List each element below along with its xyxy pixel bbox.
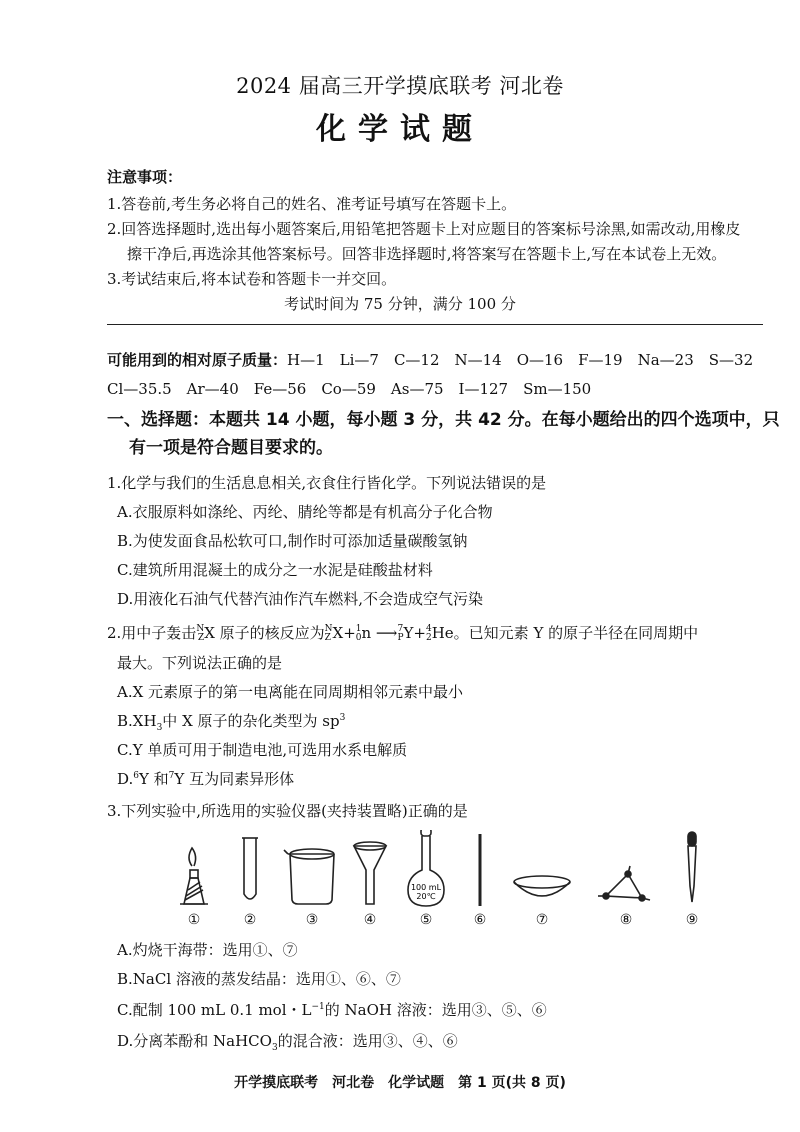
q3-option-a: A.灼烧干海带：选用①、⑦	[117, 941, 298, 959]
q2-stem-part: 2.用中子轰击	[107, 624, 197, 642]
q3-option-c-part: C.配制 100 mL 0.1 mol・L	[117, 1001, 312, 1019]
alcohol-lamp-icon	[180, 848, 208, 904]
note-item-3: 3.考试结束后,将本试卷和答题卡一并交回。	[107, 270, 397, 288]
q2-stem-part: X+	[332, 624, 356, 642]
q3-stem: 3.下列实验中,所选用的实验仪器(夹持装置略)正确的是	[107, 802, 468, 820]
q2-option-d-part: D.	[117, 770, 134, 788]
atomic-mass-values-1: H—1 Li—7 C—12 N—14 O—16 F—19 Na—23 S—32	[287, 351, 754, 369]
q3-option-b: B.NaCl 溶液的蒸发结晶：选用①、⑥、⑦	[117, 970, 401, 988]
divider-rule	[107, 324, 763, 325]
subject-title: 化学试题	[316, 112, 484, 147]
atomic-mass-label: 可能用到的相对原子质量：	[107, 351, 288, 369]
evaporating-dish-icon	[514, 876, 570, 896]
dropper-icon	[688, 832, 696, 902]
exam-time: 考试时间为 75 分钟，满分 100 分	[284, 295, 516, 313]
test-tube-icon	[242, 838, 258, 899]
apparatus-label: ⑥	[473, 912, 487, 928]
apparatus-label: ③	[305, 912, 319, 928]
apparatus-label: ①	[187, 912, 201, 928]
funnel-icon	[354, 842, 386, 904]
q2-option-d: D.$^6$Y 和$^7$Y 互为同素异形体	[117, 770, 295, 788]
section-heading-1: 一、选择题：本题共 14 小题，每小题 3 分，共 42 分。在每小题给出的四个选项中，只	[107, 410, 780, 430]
q2-stem-2: 最大。下列说法正确的是	[117, 654, 283, 672]
q2-stem-part: X 原子的核反应为	[204, 624, 325, 642]
q2-stem-part: n ⟶	[361, 624, 398, 642]
flask-capacity-text: 100 mL	[410, 883, 442, 892]
apparatus-figure	[170, 830, 730, 930]
q2-stem-part: Y+	[403, 624, 426, 642]
q1-option-a: A.衣服原料如涤纶、丙纶、腈纶等都是有机高分子化合物	[117, 503, 493, 521]
q1-option-d: D.用液化石油气代替汽油作汽车燃料,不会造成空气污染	[117, 590, 484, 608]
apparatus-label: ②	[243, 912, 257, 928]
q3-option-c: C.配制 100 mL 0.1 mol・$L^{-1}$的 NaOH 溶液：选用③、⑤、⑥	[117, 1001, 547, 1019]
q1-option-c: C.建筑所用混凝土的成分之一水泥是硅酸盐材料	[117, 561, 433, 579]
q3-option-d-part: 的混合液：选用③、④、⑥	[277, 1032, 458, 1050]
q2-stem: 2.用中子轰击N ZX 原子的核反应为N Z X+1 0n ⟶7 PY+4 2He。已知元素 Y 的原子半径在同周期中	[107, 624, 699, 643]
q1-option-b: B.为使发面食品松软可口,制作时可添加适量碳酸氢钠	[117, 532, 468, 550]
apparatus-label: ④	[363, 912, 377, 928]
q2-option-b: $B.XH_3$中 X 原子的杂化类型为 $sp^3$	[117, 712, 346, 733]
q2-option-a: A.X 元素原子的第一电离能在同周期相邻元素中最小	[117, 683, 464, 701]
apparatus-label: ⑤	[419, 912, 433, 928]
note-item-1: 1.答卷前,考生务必将自己的姓名、准考证号填写在答题卡上。	[107, 195, 517, 213]
q3-option-d: D.分离苯酚和 NaHCO$_3$的混合液：选用③、④、⑥	[117, 1032, 458, 1053]
q2-stem-part: He。已知元素 Y 的原子半径在同周期中	[431, 624, 699, 642]
atomic-mass-values-2: Cl—35.5 Ar—40 Fe—56 Co—59 As—75 I—127 Sm—150	[107, 380, 592, 398]
q2-option-b-part: 中 X 原子的杂化类型为 sp	[162, 712, 340, 730]
flask-temperature-text: 20℃	[416, 892, 436, 901]
apparatus-label: ⑦	[535, 912, 549, 928]
q3-option-c-part: 的 NaOH 溶液：选用③、⑤、⑥	[324, 1001, 547, 1019]
note-item-2b: 擦干净后,再选涂其他答案标号。回答非选择题时,将答案写在答题卡上,写在本试卷上无效。	[127, 245, 727, 263]
q2-option-b-part: B.XH	[117, 712, 157, 730]
apparatus-label: ⑧	[619, 912, 633, 928]
q3-option-d-part: D.分离苯酚和 NaHCO	[117, 1032, 272, 1050]
page-footer: 开学摸底联考 河北卷 化学试题 第 1 页(共 8 页)	[234, 1075, 566, 1091]
exam-header: 2024 届高三开学摸底联考 河北卷	[236, 74, 564, 98]
beaker-icon	[284, 849, 334, 904]
clay-triangle-icon	[598, 866, 650, 901]
section-heading-2: 有一项是符合题目要求的。	[129, 438, 333, 458]
q2-option-d-part: Y 和	[139, 770, 169, 788]
atomic-mass-line-1	[107, 349, 753, 370]
q2-option-c: C.Y 单质可用于制造电池,可选用水系电解质	[117, 741, 408, 759]
q2-option-d-part: Y 互为同素异形体	[174, 770, 295, 788]
q1-stem: 1.化学与我们的生活息息相关,衣食住行皆化学。下列说法错误的是	[107, 474, 547, 492]
apparatus-drawings	[170, 830, 730, 910]
apparatus-label: ⑨	[685, 912, 699, 928]
notes-title: 注意事项：	[107, 168, 183, 186]
note-item-2a: 2.回答选择题时,选出每小题答案后,用铅笔把答题卡上对应题目的答案标号涂黑,如需改动,用橡皮	[107, 220, 741, 238]
